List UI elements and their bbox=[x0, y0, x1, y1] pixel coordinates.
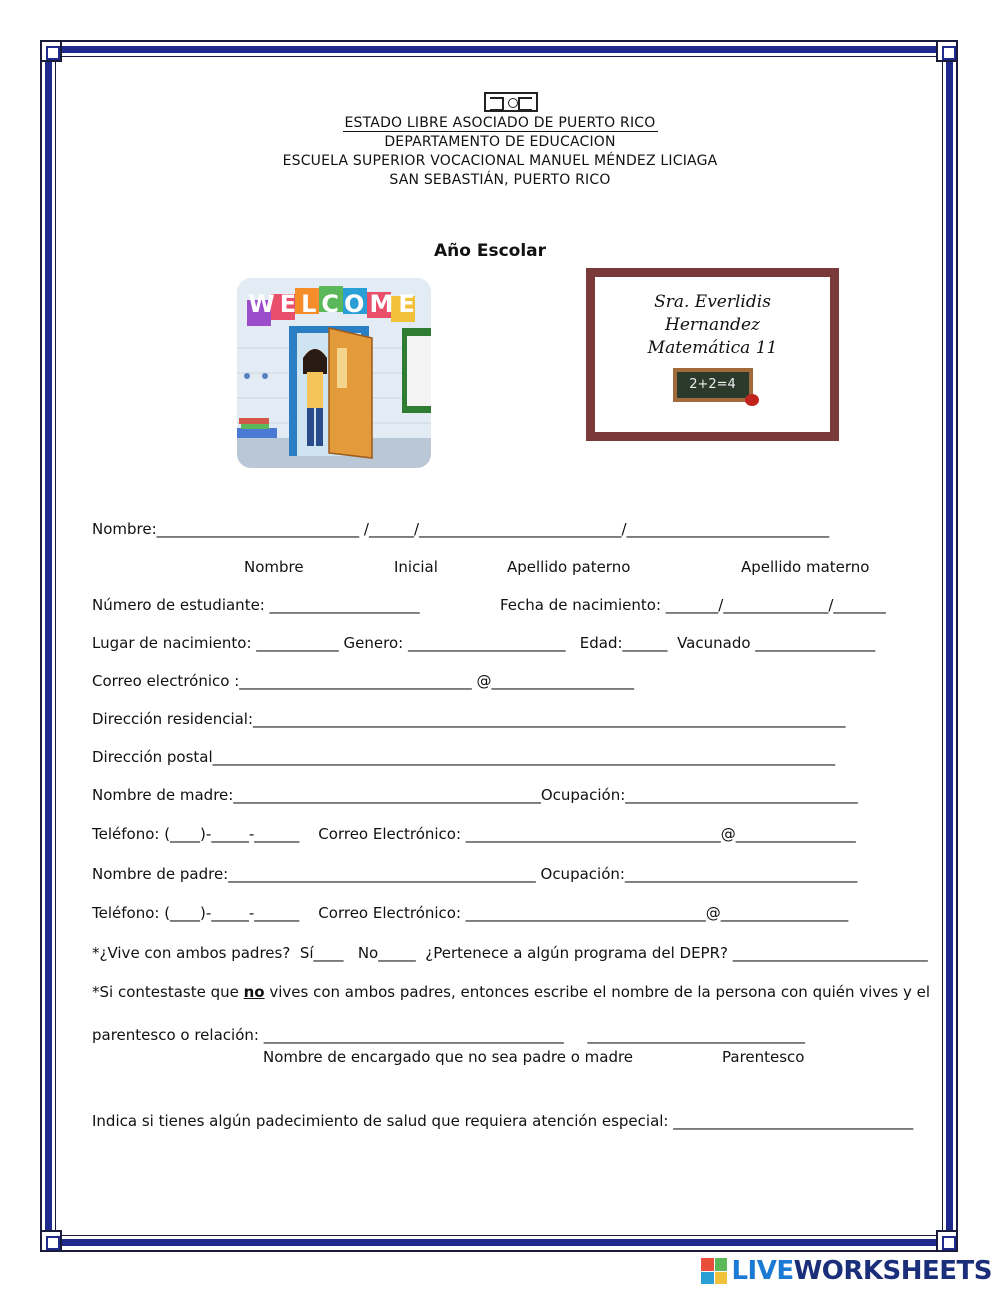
watermark-live: LIVE bbox=[731, 1256, 794, 1286]
header-line-1: ESTADO LIBRE ASOCIADO DE PUERTO RICO bbox=[344, 115, 656, 131]
padre-field[interactable]: Nombre de padre:_________________________________________ Ocupación:_______________________________ bbox=[92, 865, 858, 883]
border-corner bbox=[40, 40, 62, 62]
liveworksheets-logo bbox=[701, 1256, 992, 1286]
border-corner bbox=[40, 1230, 62, 1252]
teacher-surname: Hernandez bbox=[665, 315, 760, 335]
border-corner bbox=[936, 1230, 958, 1252]
apple-icon bbox=[745, 394, 759, 406]
madre-field[interactable]: Nombre de madre:_________________________________________Ocupación:_______________________________ bbox=[92, 786, 858, 804]
parentesco-field[interactable]: parentesco o relación: ________________________________________ _____________________________ bbox=[92, 1026, 806, 1044]
header-line-4: SAN SEBASTIÁN, PUERTO RICO bbox=[389, 172, 611, 188]
de-logo-icon bbox=[484, 92, 538, 112]
school-year-title: Año Escolar bbox=[433, 241, 547, 261]
encargado-caption: Nombre de encargado que no sea padre o madre bbox=[263, 1048, 634, 1066]
direccion-postal-field[interactable]: Dirección postal___________________________________________________________________________________ bbox=[92, 748, 836, 766]
chalkboard-text: 2+2=4 bbox=[689, 377, 736, 392]
ambos-padres-field[interactable]: *¿Vive con ambos padres? Sí____ No_____ ¿Pertenece a algún programa del DEPR? __________________________ bbox=[92, 944, 928, 962]
apellido-materno-caption: Apellido materno bbox=[741, 558, 870, 576]
direccion-residencial-field[interactable]: Dirección residencial:_______________________________________________________________________________ bbox=[92, 710, 846, 728]
inicial-caption: Inicial bbox=[394, 558, 438, 576]
telefono-madre-field[interactable]: Teléfono: (____)-_____-______ Correo Electrónico: __________________________________@________________ bbox=[92, 825, 856, 843]
numero-estudiante-field[interactable]: Número de estudiante: ____________________ bbox=[92, 596, 420, 614]
fecha-nacimiento-field[interactable]: Fecha de nacimiento: _______/______________/_______ bbox=[500, 596, 886, 614]
teacher-name: Sra. Everlidis bbox=[654, 292, 771, 312]
lugar-genero-edad-field[interactable]: Lugar de nacimiento: ___________ Genero: _____________________ Edad:______ Vacunado ________________ bbox=[92, 634, 876, 652]
welcome-image bbox=[237, 278, 431, 468]
telefono-padre-field[interactable]: Teléfono: (____)-_____-______ Correo Electrónico: ________________________________@_________________ bbox=[92, 904, 849, 922]
salud-field[interactable]: Indica si tienes algún padecimiento de salud que requiera atención especial: ________________________________ bbox=[92, 1112, 914, 1130]
liveworksheets-icon bbox=[701, 1258, 727, 1284]
welcome-illustration bbox=[237, 278, 431, 468]
nombre-caption: Nombre bbox=[244, 558, 304, 576]
correo-field[interactable]: Correo electrónico :_______________________________ @___________________ bbox=[92, 672, 635, 690]
emphasis-no: no bbox=[243, 983, 265, 1001]
nombre-field[interactable]: Nombre:___________________________ /______/___________________________/___________________________ bbox=[92, 520, 830, 538]
chalkboard-icon bbox=[673, 368, 753, 402]
watermark-worksheets: WORKSHEETS bbox=[793, 1256, 992, 1286]
teacher-card bbox=[586, 268, 839, 441]
header-line-2: DEPARTAMENTO DE EDUCACION bbox=[384, 134, 616, 150]
border-corner bbox=[936, 40, 958, 62]
header-line-3: ESCUELA SUPERIOR VOCACIONAL MANUEL MÉNDEZ LICIAGA bbox=[282, 153, 718, 169]
apellido-paterno-caption: Apellido paterno bbox=[507, 558, 631, 576]
welcome-text: WELCOME bbox=[248, 290, 420, 318]
instruction-text: *Si contestaste que no vives con ambos padres, entonces escribe el nombre de la persona con quién vives y el bbox=[92, 983, 931, 1001]
parentesco-caption: Parentesco bbox=[722, 1048, 805, 1066]
teacher-subject: Matemática 11 bbox=[647, 338, 778, 358]
